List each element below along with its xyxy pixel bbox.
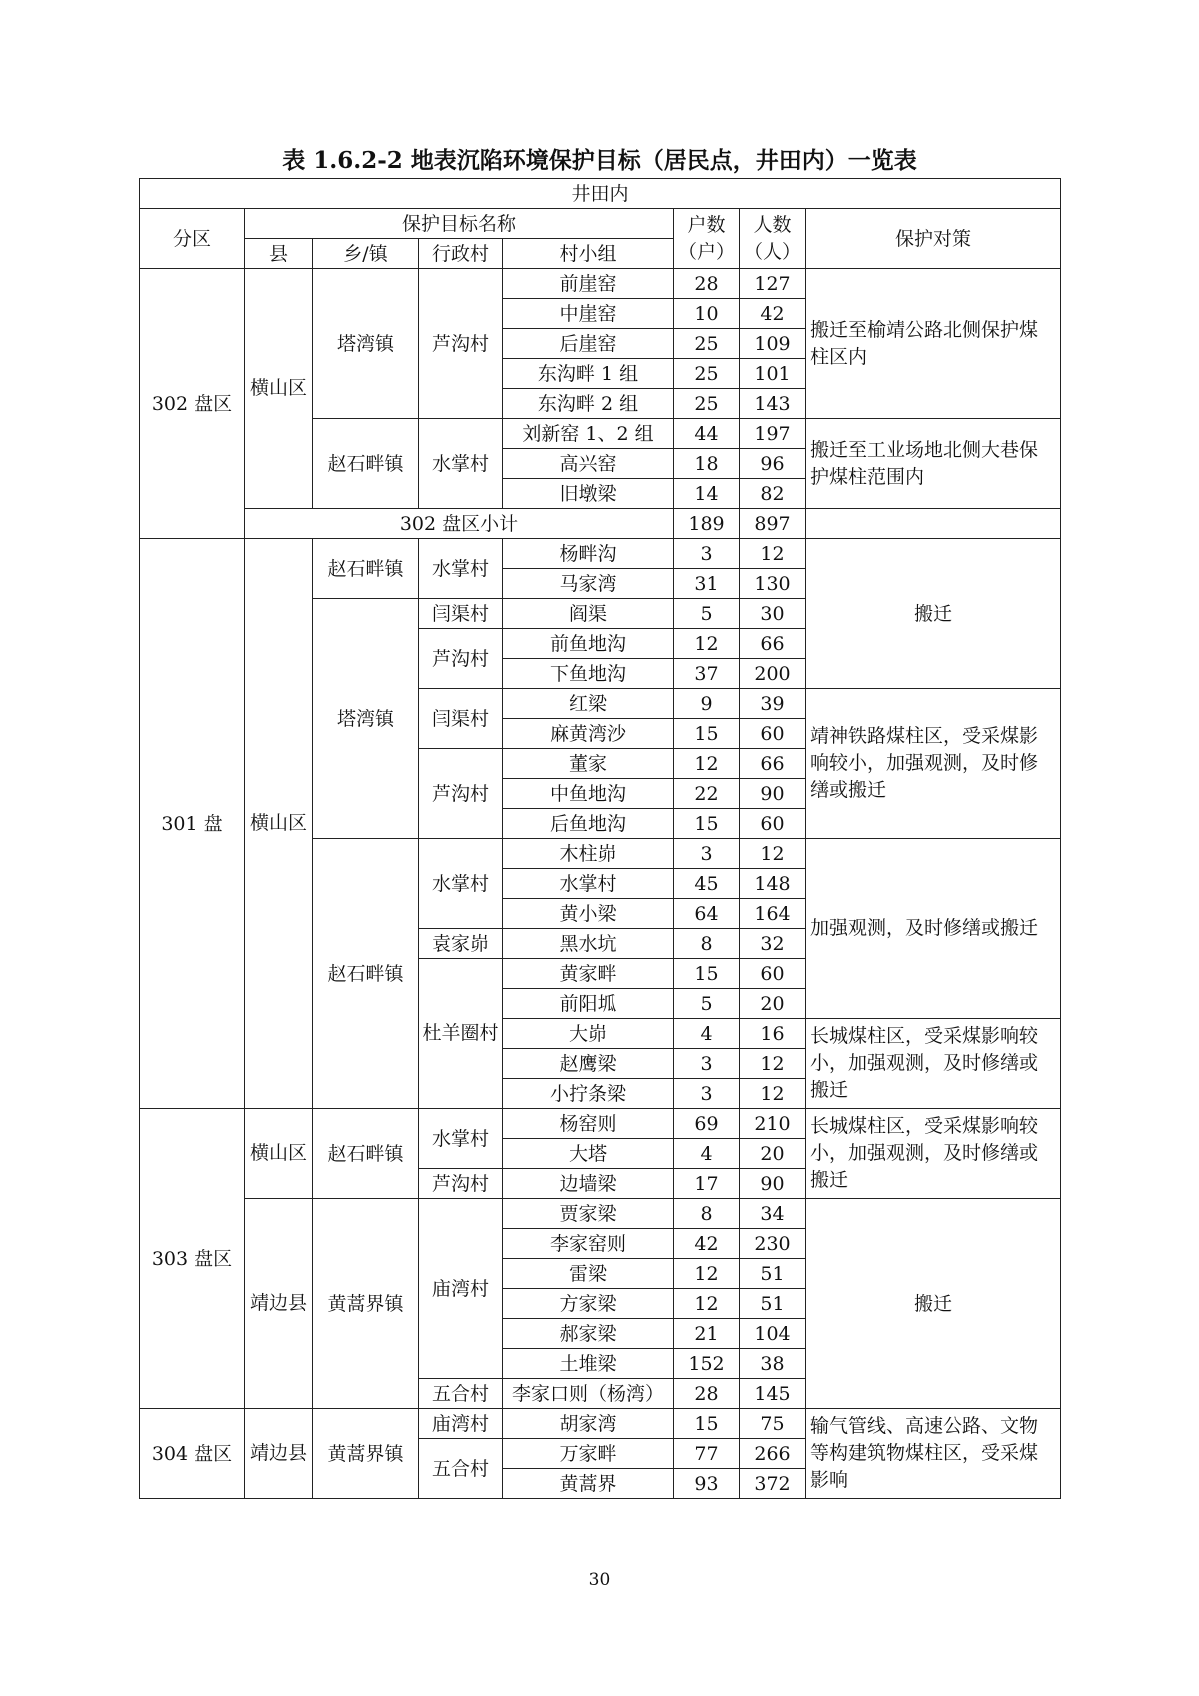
households-cell: 9 [674,689,740,719]
group-cell: 黑水坑 [503,929,674,959]
village-cell: 水掌村 [419,839,503,929]
township-cell: 塔湾镇 [313,599,419,839]
group-cell: 李家窑则 [503,1229,674,1259]
households-cell: 69 [674,1109,740,1139]
zone-cell: 302 盘区 [140,269,245,539]
village-cell: 芦沟村 [419,1169,503,1199]
measure-cell: 长城煤柱区，受采煤影响较小，加强观测，及时修缮或搬迁 [806,1109,1061,1199]
subtotal-label: 302 盘区小计 [245,509,674,539]
population-cell: 12 [740,1079,806,1109]
households-cell: 25 [674,389,740,419]
population-cell: 20 [740,989,806,1019]
measure-cell: 加强观测，及时修缮或搬迁 [806,839,1061,1019]
township-cell: 赵石畔镇 [313,419,419,509]
households-cell: 4 [674,1139,740,1169]
group-cell: 水掌村 [503,869,674,899]
group-cell: 东沟畔 2 组 [503,389,674,419]
township-cell: 赵石畔镇 [313,839,419,1109]
measure-cell: 搬迁至工业场地北侧大巷保护煤柱范围内 [806,419,1061,509]
village-cell: 闫渠村 [419,689,503,749]
village-cell: 水掌村 [419,419,503,509]
group-cell: 东沟畔 1 组 [503,359,674,389]
table-banner: 井田内 [140,179,1061,209]
population-cell: 127 [740,269,806,299]
group-cell: 胡家湾 [503,1409,674,1439]
zone-cell: 303 盘区 [140,1109,245,1409]
table-row [140,539,1061,569]
households-cell: 4 [674,1019,740,1049]
village-cell: 杜羊圈村 [419,959,503,1109]
group-cell: 杨畔沟 [503,539,674,569]
table-row [140,1409,1061,1439]
households-cell: 42 [674,1229,740,1259]
village-cell: 五合村 [419,1379,503,1409]
group-cell: 木柱峁 [503,839,674,869]
population-cell: 34 [740,1199,806,1229]
households-cell: 37 [674,659,740,689]
county-cell: 横山区 [245,269,313,509]
zone-cell: 304 盘区 [140,1409,245,1499]
page-number: 30 [588,1570,611,1590]
population-cell: 145 [740,1379,806,1409]
village-cell: 芦沟村 [419,269,503,419]
households-cell: 12 [674,749,740,779]
header-township: 乡/镇 [313,239,419,269]
group-cell: 贾家梁 [503,1199,674,1229]
township-cell: 赵石畔镇 [313,1109,419,1199]
group-cell: 下鱼地沟 [503,659,674,689]
households-cell: 12 [674,1289,740,1319]
group-cell: 黄家畔 [503,959,674,989]
group-cell: 边墙梁 [503,1169,674,1199]
subtotal-row [140,509,1061,539]
households-cell: 10 [674,299,740,329]
households-cell: 3 [674,839,740,869]
households-cell: 28 [674,269,740,299]
measure-cell: 搬迁 [806,1199,1061,1409]
population-cell: 109 [740,329,806,359]
group-cell: 方家梁 [503,1289,674,1319]
households-cell: 18 [674,449,740,479]
group-cell: 后崖窑 [503,329,674,359]
households-cell: 5 [674,989,740,1019]
group-cell: 黄蒿界 [503,1469,674,1499]
population-cell: 51 [740,1259,806,1289]
township-cell: 黄蒿界镇 [313,1409,419,1499]
group-cell: 大塔 [503,1139,674,1169]
township-cell: 塔湾镇 [313,269,419,419]
village-cell: 袁家峁 [419,929,503,959]
group-cell: 大峁 [503,1019,674,1049]
group-cell: 董家 [503,749,674,779]
population-cell: 101 [740,359,806,389]
population-cell: 32 [740,929,806,959]
county-cell: 靖边县 [245,1409,313,1499]
population-cell: 20 [740,1139,806,1169]
township-cell: 黄蒿界镇 [313,1199,419,1409]
population-cell: 104 [740,1319,806,1349]
households-cell: 77 [674,1439,740,1469]
households-cell: 21 [674,1319,740,1349]
group-cell: 红梁 [503,689,674,719]
households-cell: 28 [674,1379,740,1409]
village-cell: 芦沟村 [419,749,503,839]
population-cell: 82 [740,479,806,509]
households-cell: 15 [674,959,740,989]
village-cell: 五合村 [419,1439,503,1499]
header-measure: 保护对策 [806,209,1061,269]
measure-cell: 长城煤柱区，受采煤影响较小，加强观测，及时修缮或搬迁 [806,1019,1061,1109]
header-target-name: 保护目标名称 [245,209,674,239]
group-cell: 马家湾 [503,569,674,599]
households-cell: 152 [674,1349,740,1379]
population-cell: 96 [740,449,806,479]
population-cell: 16 [740,1019,806,1049]
households-cell: 22 [674,779,740,809]
village-cell: 水掌村 [419,539,503,599]
population-cell: 66 [740,749,806,779]
group-cell: 前阳坬 [503,989,674,1019]
population-cell: 197 [740,419,806,449]
county-cell: 横山区 [245,1109,313,1199]
village-cell: 庙湾村 [419,1199,503,1379]
subtotal-households: 189 [674,509,740,539]
population-cell: 39 [740,689,806,719]
protection-targets-table [139,178,1061,1499]
village-cell: 闫渠村 [419,599,503,629]
households-cell: 3 [674,1049,740,1079]
population-cell: 60 [740,809,806,839]
group-cell: 土堆梁 [503,1349,674,1379]
population-cell: 38 [740,1349,806,1379]
group-cell: 刘新窑 1、2 组 [503,419,674,449]
village-cell: 芦沟村 [419,629,503,689]
township-cell: 赵石畔镇 [313,539,419,599]
group-cell: 赵鹰梁 [503,1049,674,1079]
measure-cell: 搬迁 [806,539,1061,689]
table-row [140,1109,1061,1139]
population-cell: 66 [740,629,806,659]
households-cell: 25 [674,359,740,389]
group-cell: 郝家梁 [503,1319,674,1349]
population-cell: 30 [740,599,806,629]
subtotal-population: 897 [740,509,806,539]
village-cell: 庙湾村 [419,1409,503,1439]
population-cell: 60 [740,719,806,749]
population-cell: 143 [740,389,806,419]
population-cell: 266 [740,1439,806,1469]
population-cell: 164 [740,899,806,929]
group-cell: 麻黄湾沙 [503,719,674,749]
households-cell: 44 [674,419,740,449]
population-cell: 90 [740,779,806,809]
households-cell: 15 [674,1409,740,1439]
group-cell: 中崖窑 [503,299,674,329]
group-cell: 后鱼地沟 [503,809,674,839]
measure-cell: 靖神铁路煤柱区，受采煤影响较小，加强观测，及时修缮或搬迁 [806,689,1061,839]
header-admin-village: 行政村 [419,239,503,269]
households-cell: 64 [674,899,740,929]
page-title: 表 1.6.2-2 地表沉陷环境保护目标（居民点，井田内）一览表 [282,147,917,174]
population-cell: 200 [740,659,806,689]
group-cell: 雷梁 [503,1259,674,1289]
households-cell: 5 [674,599,740,629]
subtotal-measure [806,509,1061,539]
population-cell: 75 [740,1409,806,1439]
households-cell: 12 [674,1259,740,1289]
header-households: 户数（户） [674,209,740,269]
group-cell: 杨窑则 [503,1109,674,1139]
county-cell: 横山区 [245,539,313,1109]
group-cell: 旧墩梁 [503,479,674,509]
population-cell: 230 [740,1229,806,1259]
population-cell: 12 [740,539,806,569]
header-county: 县 [245,239,313,269]
households-cell: 93 [674,1469,740,1499]
population-cell: 12 [740,1049,806,1079]
header-population: 人数（人） [740,209,806,269]
households-cell: 15 [674,809,740,839]
population-cell: 210 [740,1109,806,1139]
group-cell: 小拧条梁 [503,1079,674,1109]
group-cell: 李家口则（杨湾） [503,1379,674,1409]
group-cell: 高兴窑 [503,449,674,479]
zone-cell: 301 盘 [140,539,245,1109]
population-cell: 148 [740,869,806,899]
households-cell: 25 [674,329,740,359]
population-cell: 51 [740,1289,806,1319]
households-cell: 8 [674,1199,740,1229]
households-cell: 3 [674,1079,740,1109]
population-cell: 60 [740,959,806,989]
households-cell: 8 [674,929,740,959]
header-zone: 分区 [140,209,245,269]
table-row [140,269,1061,299]
village-cell: 水掌村 [419,1109,503,1169]
measure-cell: 输气管线、高速公路、文物等构建筑物煤柱区，受采煤影响 [806,1409,1061,1499]
measure-cell: 搬迁至榆靖公路北侧保护煤柱区内 [806,269,1061,419]
population-cell: 372 [740,1469,806,1499]
households-cell: 45 [674,869,740,899]
group-cell: 中鱼地沟 [503,779,674,809]
population-cell: 42 [740,299,806,329]
header-village-group: 村小组 [503,239,674,269]
group-cell: 前鱼地沟 [503,629,674,659]
population-cell: 90 [740,1169,806,1199]
group-cell: 阎渠 [503,599,674,629]
population-cell: 130 [740,569,806,599]
county-cell: 靖边县 [245,1199,313,1409]
households-cell: 17 [674,1169,740,1199]
group-cell: 万家畔 [503,1439,674,1469]
group-cell: 黄小梁 [503,899,674,929]
population-cell: 12 [740,839,806,869]
households-cell: 14 [674,479,740,509]
households-cell: 31 [674,569,740,599]
group-cell: 前崖窑 [503,269,674,299]
households-cell: 15 [674,719,740,749]
households-cell: 3 [674,539,740,569]
households-cell: 12 [674,629,740,659]
table-row [140,1199,1061,1229]
